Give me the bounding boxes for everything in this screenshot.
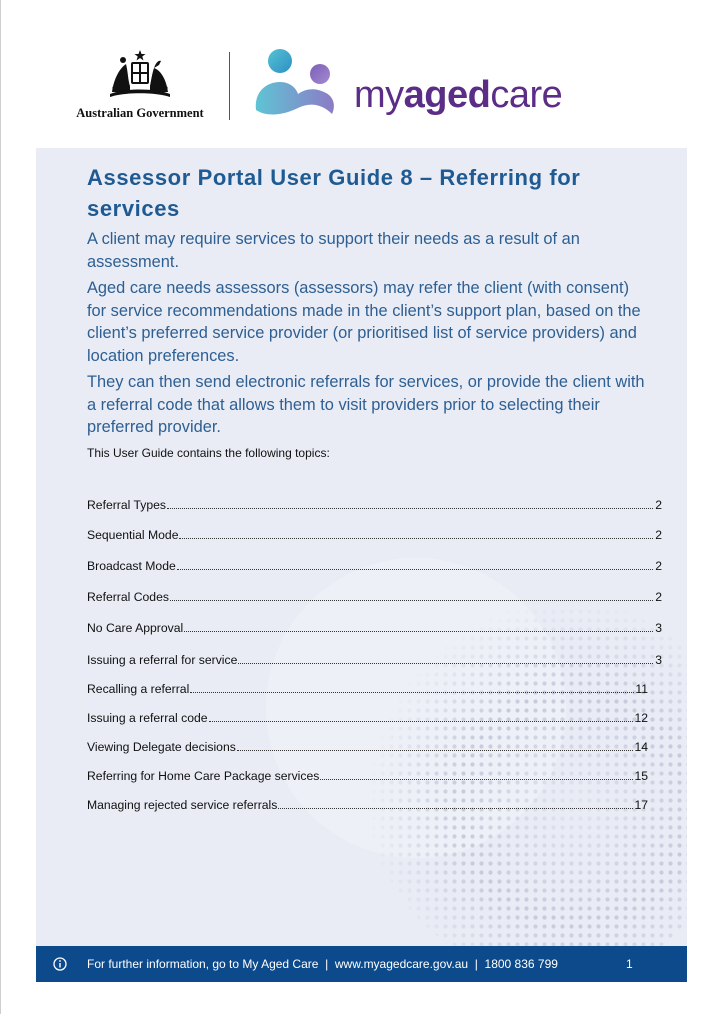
toc-entry-viewing-delegate-decisions[interactable]: Viewing Delegate decisions 14 — [87, 740, 648, 754]
brand-part-aged: aged — [403, 74, 491, 116]
referral-paragraph: They can then send electronic referrals for services, or provide the client with a referral code that allows them to visit providers prior to selecting their preferred provider. — [87, 373, 645, 436]
page-title: Assessor Portal User Guide 8 – Referring for services — [87, 165, 581, 221]
assessor-paragraph: Aged care needs assessors (assessors) may refer the client (with consent) for service recommendations made in the client’s support plan, based on the client’s preferred service provider (or prioritised list of service providers) and location preferences. — [87, 279, 641, 365]
page-header — [0, 0, 717, 145]
government-name: Australian Government — [76, 106, 204, 120]
myagedcare-people-icon — [250, 48, 342, 124]
toc-entry-issuing-referral[interactable]: Issuing a referral for service 3 — [87, 653, 662, 667]
toc-entry-referral-types[interactable]: Referral Types 2 — [87, 498, 662, 512]
intro-content — [87, 162, 647, 460]
header-divider — [229, 52, 230, 120]
toc-entry-no-care-approval[interactable]: No Care Approval 3 — [87, 621, 662, 635]
toc-entry-managing-rejected-referrals[interactable]: Managing rejected service referrals 17 — [87, 798, 648, 812]
australian-government-logo — [66, 48, 214, 128]
toc-entry-issuing-referral-code[interactable]: Issuing a referral code 12 — [87, 711, 648, 725]
toc-entry-recalling-referral[interactable]: Recalling a referral 11 — [87, 682, 648, 696]
toc-entry-broadcast-mode[interactable]: Broadcast Mode 2 — [87, 559, 662, 573]
toc-entry-referral-codes[interactable]: Referral Codes 2 — [87, 590, 662, 604]
page-footer — [36, 946, 687, 982]
footer-contact-info: For further information, go to My Aged Care | www.myagedcare.gov.au | 1800 836 799 — [87, 957, 558, 971]
coat-of-arms-icon — [104, 48, 176, 104]
brand-part-care: care — [490, 74, 563, 116]
info-icon — [53, 957, 67, 971]
myagedcare-wordmark — [354, 74, 562, 117]
toc-entry-sequential-mode[interactable]: Sequential Mode 2 — [87, 528, 662, 542]
myagedcare-logo — [250, 48, 570, 128]
content-panel — [36, 148, 687, 946]
topics-intro: This User Guide contains the following topics: — [87, 445, 330, 460]
page-edge — [0, 0, 1, 1014]
brand-part-my: my — [354, 74, 404, 116]
intro-paragraph: A client may require services to support their needs as a result of an assessment. — [87, 230, 580, 271]
toc-entry-home-care-package[interactable]: Referring for Home Care Package services 15 — [87, 769, 648, 783]
page-number: 1 — [626, 957, 633, 971]
